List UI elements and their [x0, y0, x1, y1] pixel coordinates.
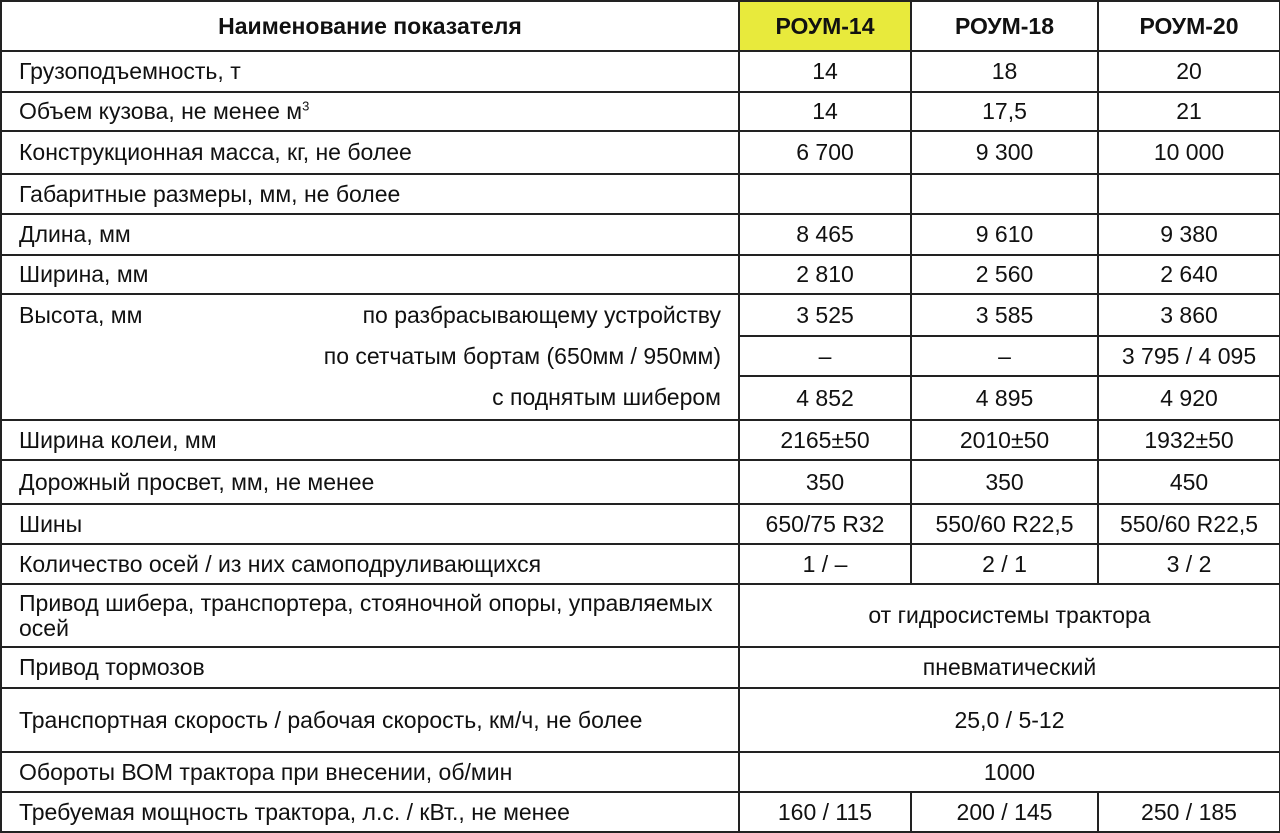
- cell-value-merged: пневматический: [739, 647, 1280, 688]
- cell-value: 160 / 115: [739, 792, 911, 832]
- table-row: [1, 92, 1280, 131]
- cell-value: 2 640: [1098, 255, 1280, 294]
- table-row: [1, 752, 1280, 792]
- cell-value: 21: [1098, 92, 1280, 131]
- table-row: [1, 792, 1280, 832]
- cell-value: 8 465: [739, 214, 911, 255]
- cell-value: 2 560: [911, 255, 1098, 294]
- row-label: Длина, мм: [1, 214, 739, 255]
- row-label: Транспортная скорость / рабочая скорость, км/ч, не более: [1, 688, 739, 752]
- header-name: Наименование показателя: [1, 1, 739, 51]
- cell-value: 350: [911, 460, 1098, 504]
- cell-value: 1 / –: [739, 544, 911, 584]
- cell-value: 550/60 R22,5: [1098, 504, 1280, 544]
- table-row: [1, 420, 1280, 460]
- cell-value: 3 / 2: [1098, 544, 1280, 584]
- table-row: [1, 51, 1280, 92]
- cell-value: 18: [911, 51, 1098, 92]
- row-label-height: [1, 294, 739, 336]
- table-row: [1, 376, 1280, 420]
- row-label: Шины: [1, 504, 739, 544]
- row-label: Обороты ВОМ трактора при внесении, об/мин: [1, 752, 739, 792]
- cell-value: 2 810: [739, 255, 911, 294]
- table-row: [1, 544, 1280, 584]
- cell-value: 4 895: [911, 376, 1098, 420]
- height-label: Высота, мм: [19, 302, 143, 329]
- cell-empty: [911, 174, 1098, 214]
- cell-value: 6 700: [739, 131, 911, 174]
- table-row: [1, 688, 1280, 752]
- cell-value: 1932±50: [1098, 420, 1280, 460]
- cell-value-merged: 1000: [739, 752, 1280, 792]
- cell-value: 250 / 185: [1098, 792, 1280, 832]
- table-row: [1, 460, 1280, 504]
- table-row: [1, 336, 1280, 376]
- cell-value: –: [911, 336, 1098, 376]
- header-row: [1, 1, 1280, 51]
- table-row: [1, 647, 1280, 688]
- height-mesh-label: по сетчатым бортам (650мм / 950мм): [1, 336, 739, 376]
- unit-superscript: 3: [302, 98, 310, 114]
- cell-value: 3 525: [739, 294, 911, 336]
- row-label: Габаритные размеры, мм, не более: [1, 174, 739, 214]
- cell-value: 200 / 145: [911, 792, 1098, 832]
- row-label: Объем кузова, не менее $м^3$: [1, 92, 739, 131]
- cell-value: 550/60 R22,5: [911, 504, 1098, 544]
- table-row: [1, 584, 1280, 647]
- cell-value: 4 852: [739, 376, 911, 420]
- table-row: [1, 294, 1280, 336]
- cell-value: 10 000: [1098, 131, 1280, 174]
- header-model-2: РОУМ-18: [911, 1, 1098, 51]
- row-label: Ширина колеи, мм: [1, 420, 739, 460]
- row-label: Конструкционная масса, кг, не более: [1, 131, 739, 174]
- row-label: Дорожный просвет, мм, не менее: [1, 460, 739, 504]
- row-label: Требуемая мощность трактора, л.с. / кВт., не менее: [1, 792, 739, 832]
- height-gate-label: с поднятым шибером: [1, 376, 739, 420]
- table-row: [1, 174, 1280, 214]
- cell-value: 14: [739, 92, 911, 131]
- cell-value: 9 380: [1098, 214, 1280, 255]
- cell-value: 2 / 1: [911, 544, 1098, 584]
- cell-value: 350: [739, 460, 911, 504]
- cell-value: 2010±50: [911, 420, 1098, 460]
- cell-value: 20: [1098, 51, 1280, 92]
- cell-value: 9 300: [911, 131, 1098, 174]
- row-label: Ширина, мм: [1, 255, 739, 294]
- table-row: [1, 214, 1280, 255]
- row-label: Привод шибера, транспортера, стояночной опоры, управляемых осей: [1, 584, 739, 647]
- cell-value-merged: от гидросистемы трактора: [739, 584, 1280, 647]
- cell-value: 450: [1098, 460, 1280, 504]
- cell-value: 9 610: [911, 214, 1098, 255]
- table-row: [1, 255, 1280, 294]
- cell-empty: [739, 174, 911, 214]
- cell-value: 2165±50: [739, 420, 911, 460]
- cell-value: 650/75 R32: [739, 504, 911, 544]
- header-model-1: РОУМ-14: [739, 1, 911, 51]
- cell-value: 3 860: [1098, 294, 1280, 336]
- table-row: [1, 131, 1280, 174]
- cell-empty: [1098, 174, 1280, 214]
- cell-value: 3 585: [911, 294, 1098, 336]
- row-label: Количество осей / из них самоподруливающихся: [1, 544, 739, 584]
- cell-value: –: [739, 336, 911, 376]
- cell-value-merged: 25,0 / 5-12: [739, 688, 1280, 752]
- table-row: [1, 504, 1280, 544]
- cell-value: 14: [739, 51, 911, 92]
- cell-value: 4 920: [1098, 376, 1280, 420]
- cell-value: 3 795 / 4 095: [1098, 336, 1280, 376]
- height-spreader-label: по разбрасывающему устройству: [362, 302, 721, 329]
- row-label: Грузоподъемность, т: [1, 51, 739, 92]
- row-label: Привод тормозов: [1, 647, 739, 688]
- cell-value: 17,5: [911, 92, 1098, 131]
- header-model-3: РОУМ-20: [1098, 1, 1280, 51]
